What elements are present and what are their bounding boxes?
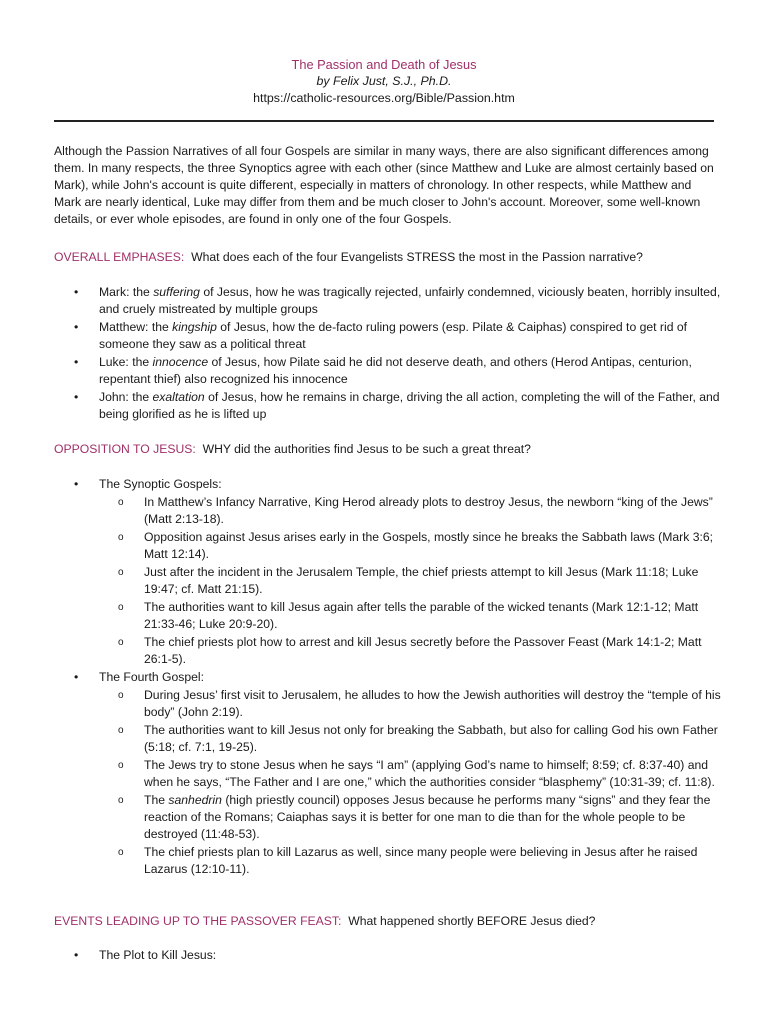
emphases-heading: OVERALL EMPHASES: [54, 250, 185, 264]
document-title: The Passion and Death of Jesus [291, 57, 477, 72]
list-item: o Just after the incident in the Jerusalem Temple, the chief priests attempt to kill Jesus (Mark 11:18; Luke 19:47; cf. Matt 21:15). [99, 564, 724, 598]
synoptic-title: The Synoptic Gospels: [99, 477, 222, 491]
document-url: https://catholic-resources.org/Bible/Passion.htm [253, 91, 515, 105]
events-heading: EVENTS LEADING UP TO THE PASSOVER FEAST: [54, 914, 342, 928]
list-item: o The authorities want to kill Jesus not only for breaking the Sabbath, but also for calling God his own Father (5:18; cf. 7:1, 19-25). [99, 722, 724, 756]
list-item: o In Matthew’s Infancy Narrative, King Herod already plots to destroy Jesus, the newborn “king of the Jews” (Matt 2:13-18). [99, 494, 724, 528]
list-item: • Matthew: the kingship of Jesus, how the de-facto ruling powers (esp. Pilate & Caiphas) conspired to get rid of someone they saw as a political threat [54, 319, 724, 353]
opposition-section-heading [54, 441, 744, 458]
list-item: o During Jesus’ first visit to Jerusalem, he alludes to how the Jewish authorities will destroy the “temple of his body” (John 2:19). [99, 687, 724, 721]
events-question: What happened shortly BEFORE Jesus died? [348, 914, 596, 928]
list-item [54, 669, 724, 878]
emphases-question: What does each of the four Evangelists STRESS the most in the Passion narrative? [191, 250, 643, 264]
intro-paragraph: Although the Passion Narratives of all four Gospels are similar in many ways, there are also significant differences among them. In many respects, the three Synoptics agree with each other (since Matthew and Luke are almost certainly based on Mark), while John's account is quite different, especially in matters of chronology. In other respects, while Matthew and Mark are nearly identical, Luke may differ from them and be much closer to John's account. Moreover, some well-known details, or ever whole episodes, are found in only one of the four Gospels. [54, 144, 714, 226]
list-item: o The chief priests plan to kill Lazarus as well, since many people were believing in Jesus after he raised Lazarus (12:10-11). [99, 844, 724, 878]
opposition-question: WHY did the authorities find Jesus to be such a great threat? [202, 442, 531, 456]
fourth-gospel-title: The Fourth Gospel: [99, 670, 204, 684]
list-item: • Luke: the innocence of Jesus, how Pilate said he did not deserve death, and others (Herod Antipas, centurion, repentant thief) also recognized his innocence [54, 354, 724, 388]
synoptic-sublist [99, 494, 724, 668]
list-item: o The chief priests plot how to arrest and kill Jesus secretly before the Passover Feast (Mark 14:1-2; Matt 26:1-5). [99, 634, 724, 668]
emphases-list [54, 284, 724, 424]
list-item: o The Jews try to stone Jesus when he says “I am” (applying God’s name to himself; 8:59; cf. 8:37-40) and when he says, “The Father and I are one,” which the authorities consider “blasphemy” (10:31-39; cf. 11:8). [99, 757, 724, 791]
list-item: • The Plot to Kill Jesus: [54, 947, 724, 964]
emphases-section-heading [54, 249, 744, 266]
header-divider [54, 120, 714, 122]
events-section-heading [54, 913, 744, 930]
events-list [54, 947, 724, 965]
list-item: o Opposition against Jesus arises early in the Gospels, mostly since he breaks the Sabbath laws (Mark 3:6; Matt 12:14). [99, 529, 724, 563]
document-author: by Felix Just, S.J., Ph.D. [316, 74, 452, 88]
list-item: • John: the exaltation of Jesus, how he remains in charge, driving the all action, completing the will of the Father, and being glorified as he is lifted up [54, 389, 724, 423]
list-item: o The authorities want to kill Jesus again after tells the parable of the wicked tenants (Mark 12:1-12; Matt 21:33-46; Luke 20:9-20). [99, 599, 724, 633]
opposition-list [54, 476, 724, 879]
list-item: o The sanhedrin (high priestly council) opposes Jesus because he performs many “signs” and they fear the reaction of the Romans; Caiaphas says it is better for one man to die than for the whole people to be destroyed (11:48-53). [99, 792, 724, 843]
list-item [54, 476, 724, 668]
list-item: • Mark: the suffering of Jesus, how he was tragically rejected, unfairly condemned, viciously beaten, horribly insulted, and cruely mistreated by multiple groups [54, 284, 724, 318]
fourth-gospel-sublist [99, 687, 724, 878]
opposition-heading: OPPOSITION TO JESUS: [54, 442, 196, 456]
document-header [0, 56, 768, 107]
